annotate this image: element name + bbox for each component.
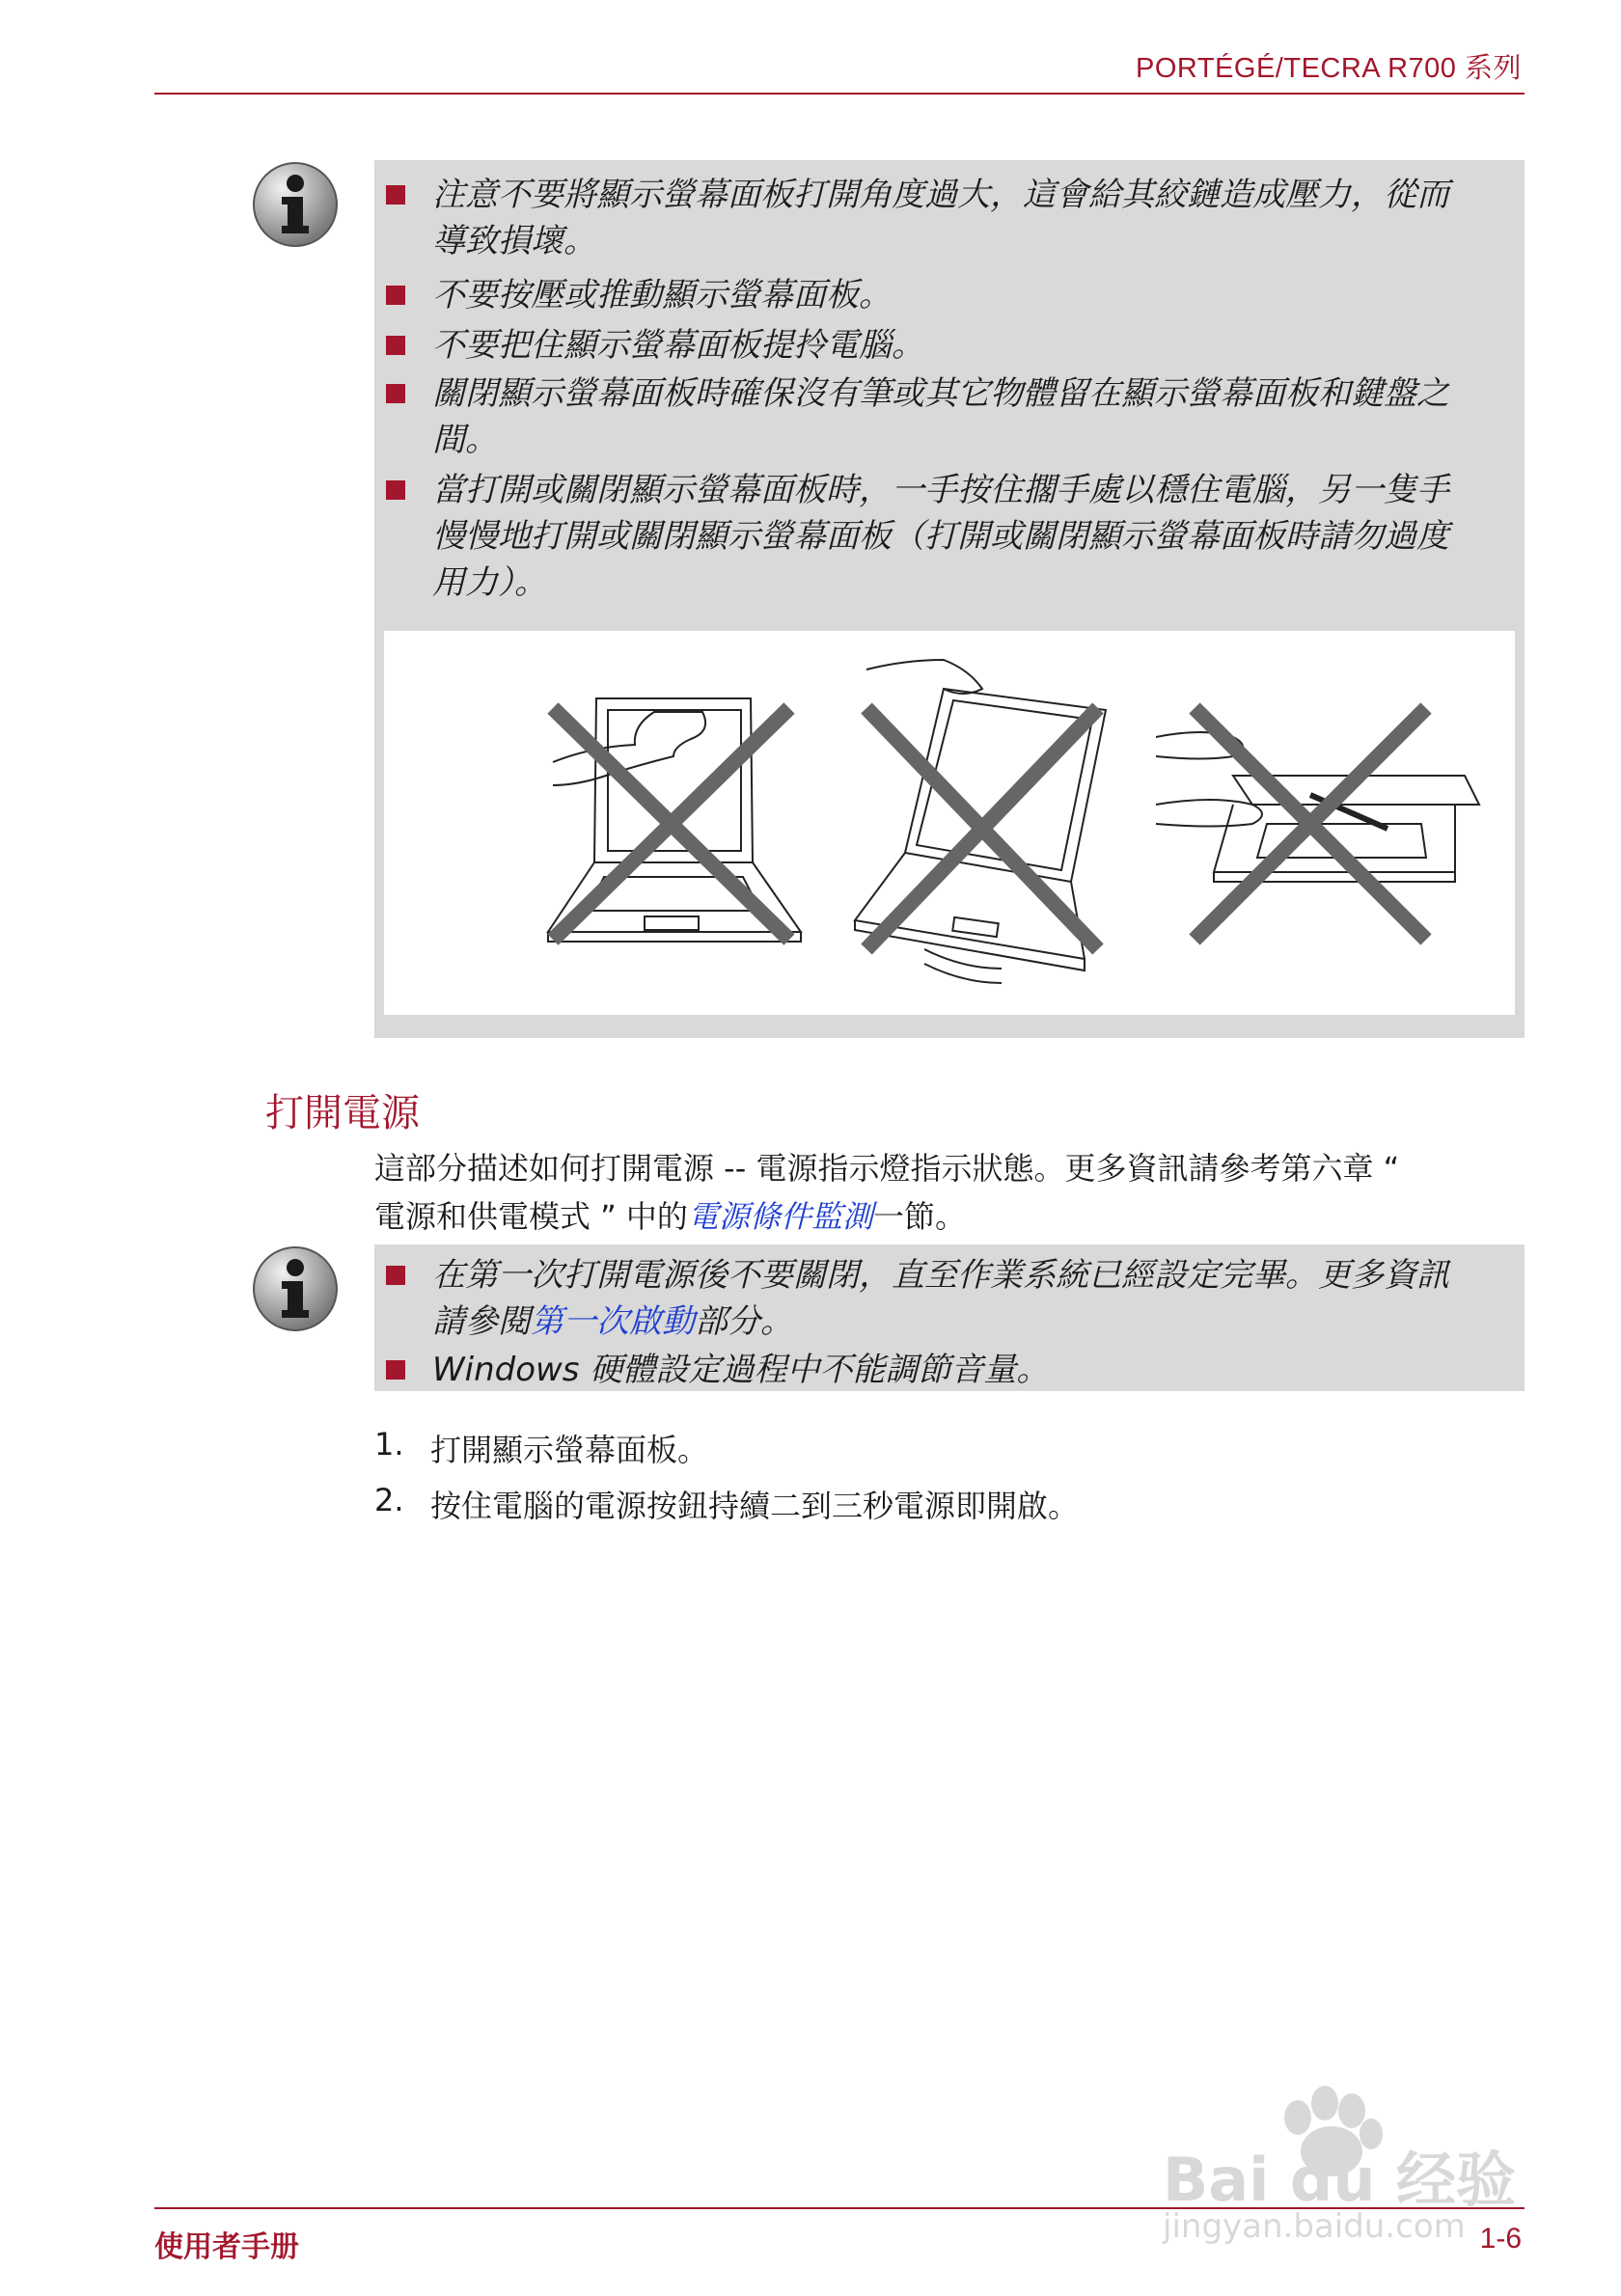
bullet-square: [386, 336, 405, 355]
caution-bullet-text: 注意不要將顯示螢幕面板打開角度過大，這會給其絞鏈造成壓力，從而 導致損壞。: [432, 176, 1449, 260]
caution-bullet: [386, 322, 1515, 369]
laptop-pen-inside-lid: [1156, 708, 1479, 940]
caution-bullet-text: 不要按壓或推動顯示螢幕面板。: [432, 276, 892, 314]
caution-bullet-text: 不要把住顯示螢幕面板提拎電腦。: [432, 326, 924, 365]
caution-bullet: [386, 370, 1515, 463]
note-bullet-text: Windows 硬體設定過程中不能調節音量。: [432, 1351, 1050, 1389]
header-rule: [154, 93, 1525, 95]
bullet-square: [386, 1360, 405, 1380]
note-line: [432, 1298, 1513, 1345]
watermark-url: jingyan.baidu.com: [1163, 2207, 1466, 2246]
step-text: 打開顯示螢幕面板。: [430, 1432, 709, 1468]
caution-bullet: [386, 467, 1515, 606]
section-intro: [374, 1144, 1523, 1241]
bullet-square: [386, 1266, 405, 1285]
intro-text: 一節。: [872, 1198, 966, 1235]
laptop-handling-illustration: [384, 631, 1515, 1015]
step-number: 1.: [374, 1426, 404, 1462]
watermark-brand: Bai du 经验: [1163, 2145, 1517, 2215]
power-condition-link[interactable]: 電源條件監測: [687, 1198, 873, 1235]
page-number: 1-6: [1479, 2223, 1522, 2255]
bullet-square: [386, 286, 405, 305]
caution-bullet: [386, 172, 1515, 264]
caution-bullet-text: 關閉顯示螢幕面板時確保沒有筆或其它物體留在顯示螢幕面板和鍵盤之 間。: [432, 374, 1449, 459]
intro-text: 電源和供電模式 ” 中的: [374, 1198, 688, 1235]
caution-bullet-text: 當打開或關閉顯示螢幕面板時，一手按住擱手處以穩住電腦，另一隻手 慢慢地打開或關閉顯示螢幕面板（打開或關閉顯示螢幕面板時請勿過度 用力）。: [432, 471, 1449, 602]
note-line: 在第一次打開電源後不要關閉，直至作業系統已經設定完畢。更多資訊: [432, 1256, 1449, 1295]
footer-manual-title: 使用者手册: [154, 2230, 299, 2264]
info-icon: [251, 1244, 340, 1333]
laptop-pressing-screen: [548, 698, 801, 942]
bullet-square: [386, 384, 405, 403]
first-boot-link[interactable]: 第一次啟動: [531, 1302, 695, 1341]
bullet-square: [386, 185, 405, 205]
info-icon: [251, 160, 340, 249]
intro-line: 這部分描述如何打開電源 -- 電源指示燈指示狀態。更多資訊請參考第六章 “: [374, 1150, 1400, 1187]
note-text: 請參閱: [432, 1302, 531, 1341]
baidu-watermark: [1153, 2074, 1539, 2267]
note-bullet: [386, 1252, 1515, 1345]
note-bullet: [386, 1347, 1515, 1393]
step-text: 按住電腦的電源按鈕持續二到三秒電源即開啟。: [430, 1488, 1080, 1524]
intro-line: [374, 1192, 1523, 1241]
step-number: 2.: [374, 1482, 404, 1518]
note-text: 部分。: [695, 1302, 793, 1341]
running-header-title: PORTÉGÉ/TECRA R700 系列: [1136, 53, 1522, 84]
note-bullet-text: [432, 1252, 1513, 1345]
section-title: 打開電源: [265, 1091, 420, 1135]
laptop-lifting-screen: [855, 660, 1106, 983]
bullet-square: [386, 480, 405, 500]
caution-bullet: [386, 272, 1515, 318]
